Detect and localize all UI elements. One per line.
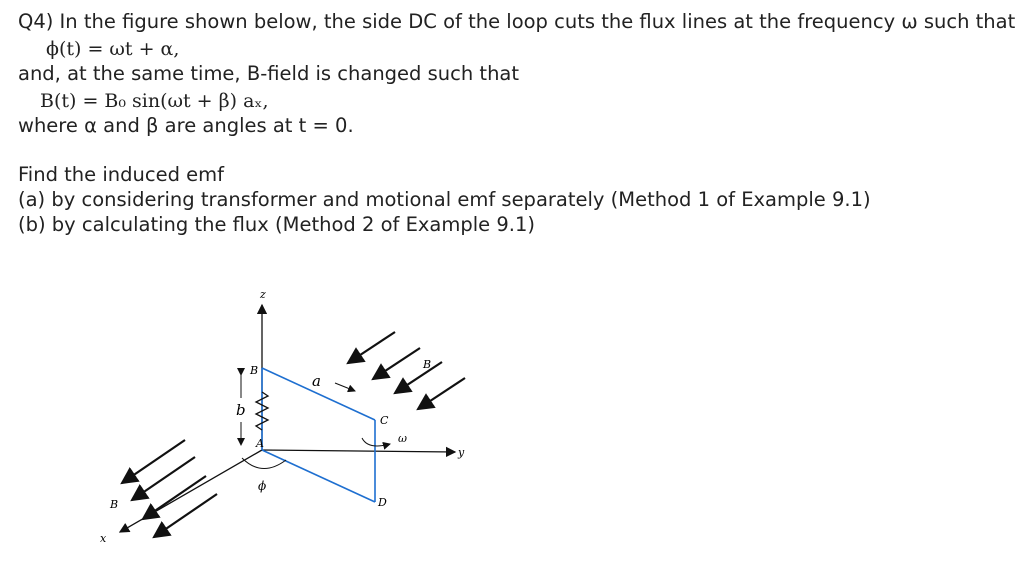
y-axis [262,450,455,452]
equation-phi: ϕ(t) = ωt + α, [46,38,180,60]
loop-figure [90,280,490,580]
equation-b-field: B(t) = B₀ sin(ωt + β) aₓ, [40,90,269,112]
part-b-text: (b) by calculating the flux (Method 2 of Example 9.1) [18,213,535,236]
label-omega: ω [398,432,407,445]
phi-arc [242,458,286,469]
label-b: b [236,401,246,419]
label-phi: ϕ [258,479,267,493]
omega-arrow [362,438,390,446]
question-lead: Q4) In the figure shown below, the side DC of the loop cuts the flux lines at the frequency ω such that [18,10,1016,33]
x-axis-label: x [100,532,107,545]
part-a-text: (a) by considering transformer and motional emf separately (Method 1 of Example 9.1) [18,188,871,211]
label-a: a [312,372,321,390]
question-line-3: and, at the same time, B-field is changed such that [18,62,520,85]
label-B-right: B [423,358,432,371]
flux-lines-right [348,332,465,409]
y-axis-label: y [458,446,465,459]
question-line-5: where α and β are angles at t = 0. [18,114,354,137]
find-emf-text: Find the induced emf [18,163,225,186]
label-C: C [380,414,389,427]
z-axis-label: z [260,288,266,301]
x-axis [120,450,262,532]
label-D: D [378,496,387,509]
label-B-top: B [250,364,259,377]
label-A: A [256,437,264,450]
label-B-left: B [110,498,119,511]
